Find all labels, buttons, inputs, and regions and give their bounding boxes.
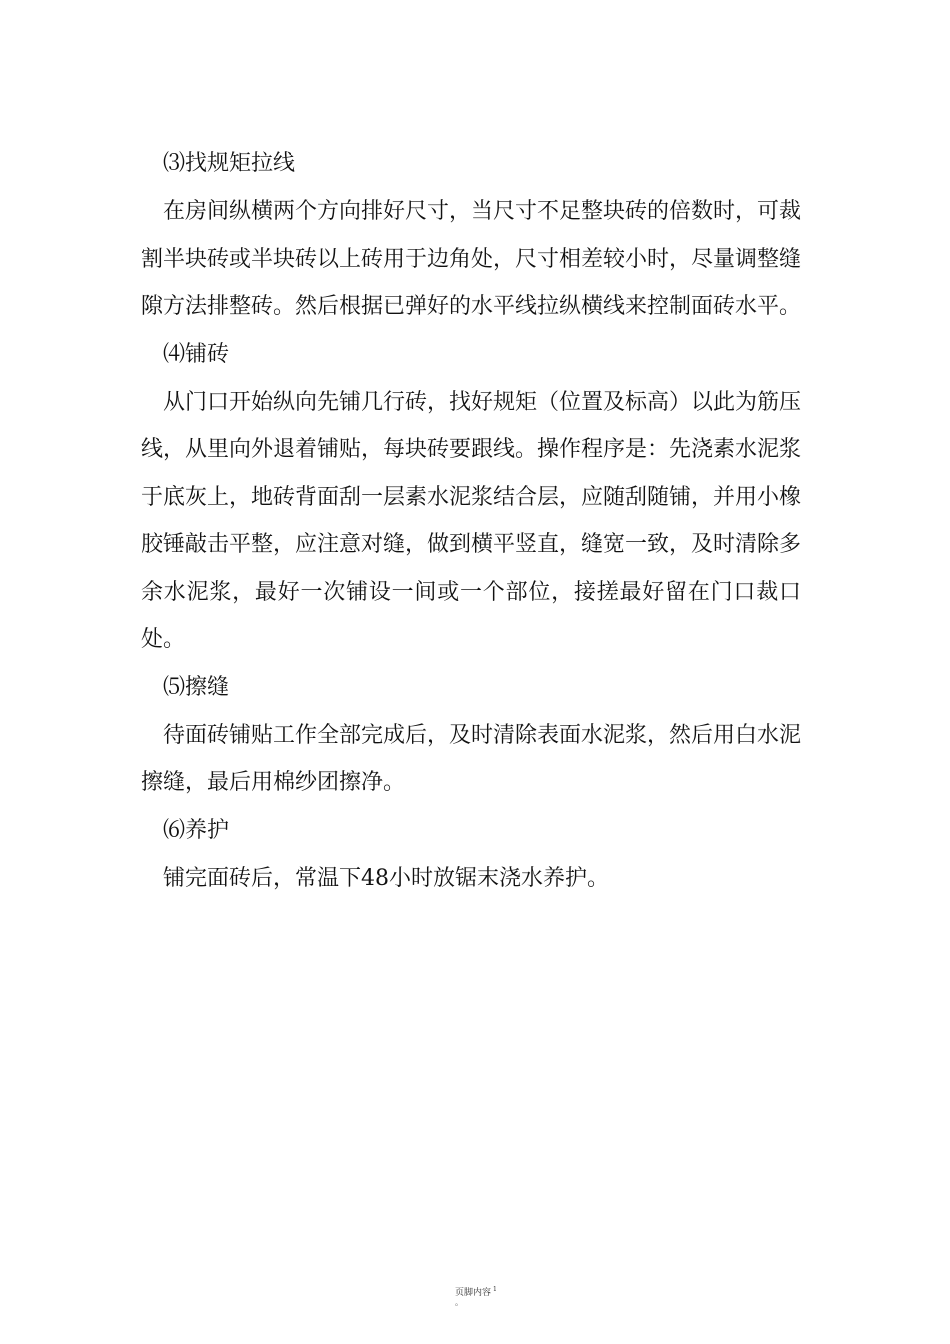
section-3 (141, 140, 801, 331)
page-footer (455, 1284, 497, 1307)
section-heading: ⑷铺砖 (163, 341, 230, 367)
footer-mark: 。 (455, 1298, 463, 1307)
footer-label: 页脚内容 (455, 1288, 492, 1298)
section-heading: ⑹养护 (163, 817, 230, 843)
section-paragraph: 从门口开始纵向先铺几行砖，找好规矩（位置及标高）以此为筋压线，从里向外退着铺贴，每块砖要跟线。操作程序是：先浇素水泥浆于底灰上，地砖背面刮一层素水泥浆结合层，应随刮随铺，并用小橡胶锤敲击平整，应注意对缝，做到横平竖直，缝宽一致，及时清除多余水泥浆，最好一次铺设一间或一个部位，接搓最好留在门口裁口处。 (141, 389, 802, 652)
section-6 (141, 807, 801, 903)
section-4 (141, 331, 801, 664)
section-paragraph: 在房间纵横两个方向排好尺寸，当尺寸不足整块砖的倍数时，可裁割半块砖或半块砖以上砖用于边角处，尺寸相差较小时，尽量调整缝隙方法排整砖。然后根据已弹好的水平线拉纵横线来控制面砖水平。 (141, 199, 802, 319)
section-heading: ⑸擦缝 (163, 674, 230, 700)
section-paragraph: 待面砖铺贴工作全部完成后，及时清除表面水泥浆，然后用白水泥擦缝，最后用棉纱团擦净。 (141, 722, 802, 795)
page-number: 1 (493, 1286, 497, 1293)
section-heading: ⑶找规矩拉线 (163, 151, 296, 176)
section-5 (141, 664, 801, 807)
document-body (141, 140, 801, 902)
section-paragraph: 铺完面砖后，常温下48小时放锯末浇水养护。 (163, 865, 609, 891)
